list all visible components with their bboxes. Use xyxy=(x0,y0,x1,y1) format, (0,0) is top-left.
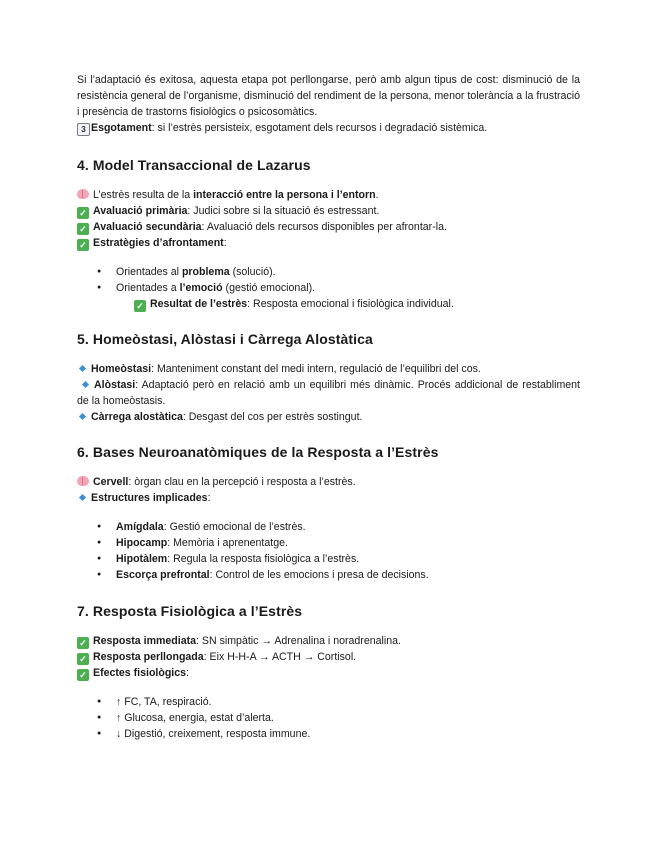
blue-diamond-icon xyxy=(79,494,86,501)
section-4-heading: 4. Model Transaccional de Lazarus xyxy=(77,157,311,173)
check-mark-icon: ✓ xyxy=(134,300,146,312)
effects-list xyxy=(77,694,580,742)
section-6-heading: 6. Bases Neuroanatòmiques de la Resposta a l’Estrès xyxy=(77,444,439,460)
list-item: ● Orientades al problema (solució). xyxy=(77,264,580,280)
blue-diamond-icon xyxy=(79,413,86,420)
intro-paragraph: Si l’adaptació és exitosa, aquesta etapa pot perllongarse, però amb algun tipus de cost: disminució de la resistència general de l’organisme, disminució del rendiment de la persona, menor tolerància a la frustració i presència de trastorns fisiològics o psicosomàtics. xyxy=(77,74,580,118)
list-item: ● ↑ Glucosa, energia, estat d’alerta. xyxy=(77,710,580,726)
structures-list xyxy=(77,519,580,583)
s4-primary: ✓ Avaluació primària: Judici sobre si la situació és estressant. xyxy=(77,203,580,219)
s4-intro: L’estrès resulta de la interacció entre la persona i l’entorn. xyxy=(77,187,580,203)
section-7-heading: 7. Resposta Fisiològica a l’Estrès xyxy=(77,603,303,619)
strategies-list xyxy=(77,264,580,296)
list-item: ● Escorça prefrontal: Control de les emocions i presa de decisions. xyxy=(77,567,580,583)
stage3-line xyxy=(77,120,580,136)
list-item: ● ↑ FC, TA, respiració. xyxy=(77,694,580,710)
s7-immediate: ✓ Resposta immediata: SN simpàtic → Adrenalina i noradrenalina. xyxy=(77,633,580,649)
brain-icon xyxy=(77,476,89,486)
s6-structures: Estructures implicades: xyxy=(77,490,580,506)
s5-homeostasi: Homeòstasi: Manteniment constant del medi intern, regulació de l’equilibri del cos. xyxy=(77,361,580,377)
stage3-term: Esgotament xyxy=(91,122,152,134)
check-mark-icon: ✓ xyxy=(77,239,89,251)
document-page xyxy=(77,72,580,742)
s7-effects: ✓ Efectes fisiològics: xyxy=(77,665,580,681)
list-item: ● Hipotàlem: Regula la resposta fisiològica a l’estrès. xyxy=(77,551,580,567)
section-5-heading: 5. Homeòstasi, Alòstasi i Càrrega Alostàtica xyxy=(77,331,373,347)
stage3-text: : si l’estrès persisteix, esgotament dels recursos i degradació sistèmica. xyxy=(151,122,488,134)
check-mark-icon: ✓ xyxy=(77,653,89,665)
list-item: ● Amígdala: Gestió emocional de l’estrès. xyxy=(77,519,580,535)
s5-carrega: Càrrega alostàtica: Desgast del cos per estrès sostingut. xyxy=(77,409,580,425)
s4-result: ✓ Resultat de l’estrès: Resposta emocional i fisiològica individual. xyxy=(77,296,580,312)
s5-alostasi: Alòstasi: Adaptació però en relació amb un equilibri més dinàmic. Procés addicional de restabliment de la homeòstasis. xyxy=(77,379,580,407)
check-mark-icon: ✓ xyxy=(77,223,89,235)
check-mark-icon: ✓ xyxy=(77,637,89,649)
check-mark-icon: ✓ xyxy=(77,669,89,681)
keycap-three-icon: 3 xyxy=(77,123,90,136)
s7-prolonged: ✓ Resposta perllongada: Eix H-H-A → ACTH → Cortisol. xyxy=(77,649,580,665)
s4-strategies: ✓ Estratègies d’afrontament: xyxy=(77,235,580,251)
list-item: ● Orientades a l’emoció (gestió emocional). xyxy=(77,280,580,296)
list-item: ● Hipocamp: Memòria i aprenentatge. xyxy=(77,535,580,551)
s4-secondary: ✓ Avaluació secundària: Avaluació dels recursos disponibles per afrontar-la. xyxy=(77,219,580,235)
list-item: ● ↓ Digestió, creixement, resposta immune. xyxy=(77,726,580,742)
brain-icon xyxy=(77,189,89,199)
blue-diamond-icon xyxy=(82,381,89,388)
check-mark-icon: ✓ xyxy=(77,207,89,219)
blue-diamond-icon xyxy=(79,365,86,372)
s6-cervell: Cervell: òrgan clau en la percepció i resposta a l’estrès. xyxy=(77,474,580,490)
